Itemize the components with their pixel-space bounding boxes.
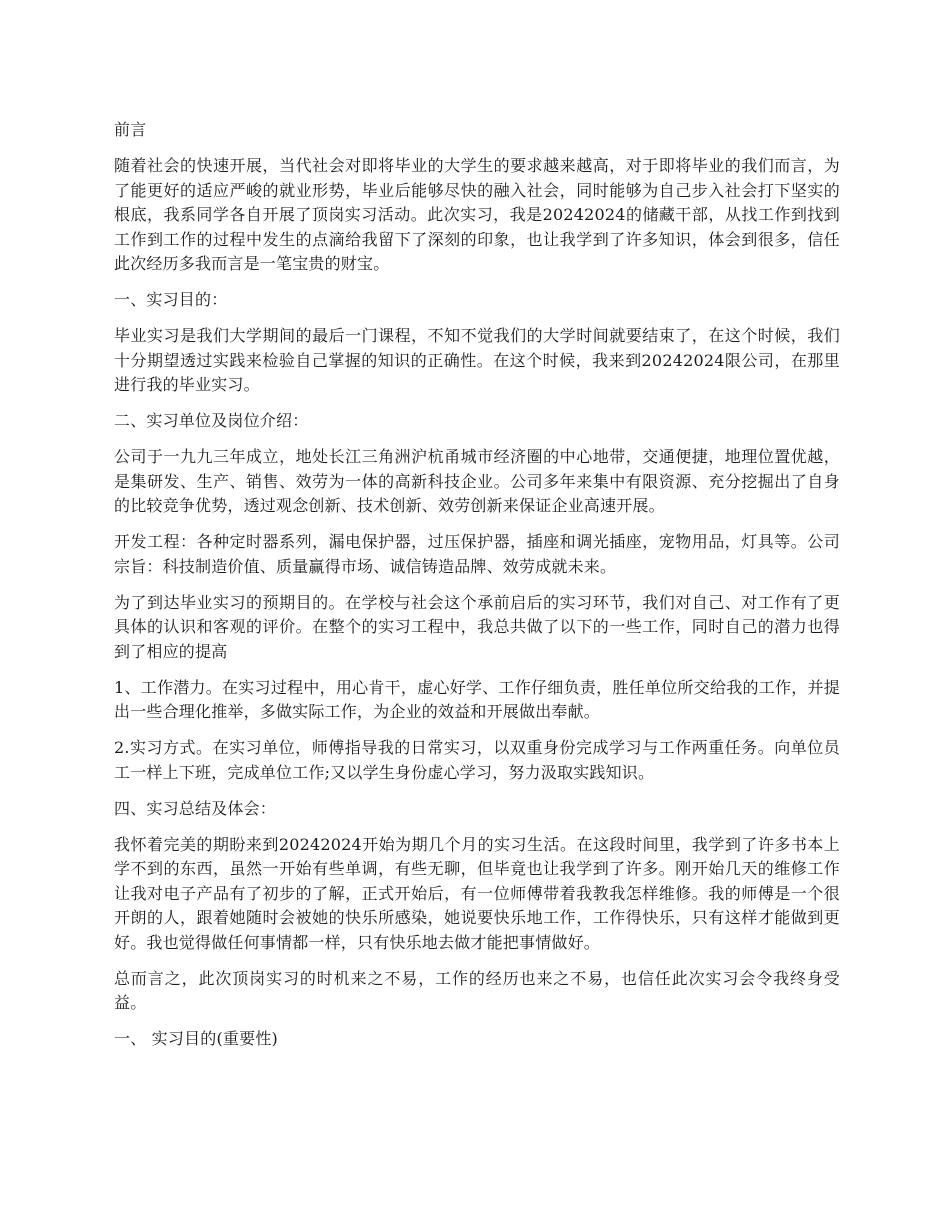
paragraph-internship-method: 2.实习方式。在实习单位，师傅指导我的日常实习，以双重身份完成学习与工作两重任务。向单位员工一样上下班，完成单位工作;又以学生身份虚心学习，努力汲取实践知识。 [114,738,840,782]
paragraph-goals: 为了到达毕业实习的预期目的。在学校与社会这个承前启后的实习环节，我们对自己、对工作有了更具体的认识和客观的评价。在整个的实习工程中，我总共做了以下的一些工作，同时自己的潜力也得到了相应的提高 [114,592,840,661]
heading-company-intro: 二、实习单位及岗位介绍： [114,411,309,430]
paragraph-work-ability: 1、工作潜力。在实习过程中，用心肯干，虚心好学、工作仔细负责，胜任单位所交给我的工作，并提出一些合理化推举，多做实际工作，为企业的效益和开展做出奉献。 [114,677,840,721]
paragraph-intro: 随着社会的快速开展，当代社会对即将毕业的大学生的要求越来越高，对于即将毕业的我们而言，为了能更好的适应严峻的就业形势，毕业后能够尽快的融入社会，同时能够为自己步入社会打下坚实的根底，我系同学各自开展了顶岗实习活动。此次实习，我是20242024的储藏干部，从找工作到找到工作到工作的过程中发生的点滴给我留下了深刻的印象，也让我学到了许多知识，体会到很多，信任此次经历多我而言是一笔宝贵的财宝。 [114,156,840,273]
heading-internship-purpose: 一、实习目的： [114,290,228,309]
document-body [114,118,840,1063]
heading-summary: 四、实习总结及体会： [114,798,277,818]
heading-purpose-importance: 一、 实习目的(重要性) [114,1029,278,1048]
paragraph-purpose: 毕业实习是我们大学期间的最后一门课程，不知不觉我们的大学时间就要结束了，在这个时候，我们十分期望透过实践来检验自己掌握的知识的正确性。在这个时候，我来到20242024限公司，在那里进行我的毕业实习。 [114,326,840,394]
heading-preface: 前言 [114,120,147,139]
paragraph-products: 开发工程：各种定时器系列，漏电保护器，过压保护器，插座和调光插座，宠物用品，灯具等。公司宗旨：科技制造价值、质量赢得市场、诚信铸造品牌、效劳成就未来。 [114,532,840,576]
paragraph-conclusion: 总而言之，此次顶岗实习的时机来之不易，工作的经历也来之不易，也信任此次实习会令我终身受益。 [114,968,840,1012]
paragraph-experience: 我怀着完美的期盼来到20242024开始为期几个月的实习生活。在这段时间里，我学到了许多书本上学不到的东西，虽然一开始有些单调，有些无聊，但毕竟也让我学到了许多。刚开始几天的维修工作让我对电子产品有了初步的了解，正式开始后，有一位师傅带着我教我怎样维修。我的师傅是一个很开朗的人，跟着她随时会被她的快乐所感染，她说要快乐地工作，工作得快乐，只有这样才能做到更好。我也觉得做任何事情都一样，只有快乐地去做才能把事情做好。 [114,834,840,952]
paragraph-company: 公司于一九九三年成立，地处长江三角洲沪杭甬城市经济圈的中心地带，交通便捷，地理位置优越，是集研发、生产、销售、效劳为一体的高新科技企业。公司多年来集中有限资源、充分挖掘出了自身的比较竞争优势，透过观念创新、技术创新、效劳创新来保证企业高速开展。 [114,447,840,515]
